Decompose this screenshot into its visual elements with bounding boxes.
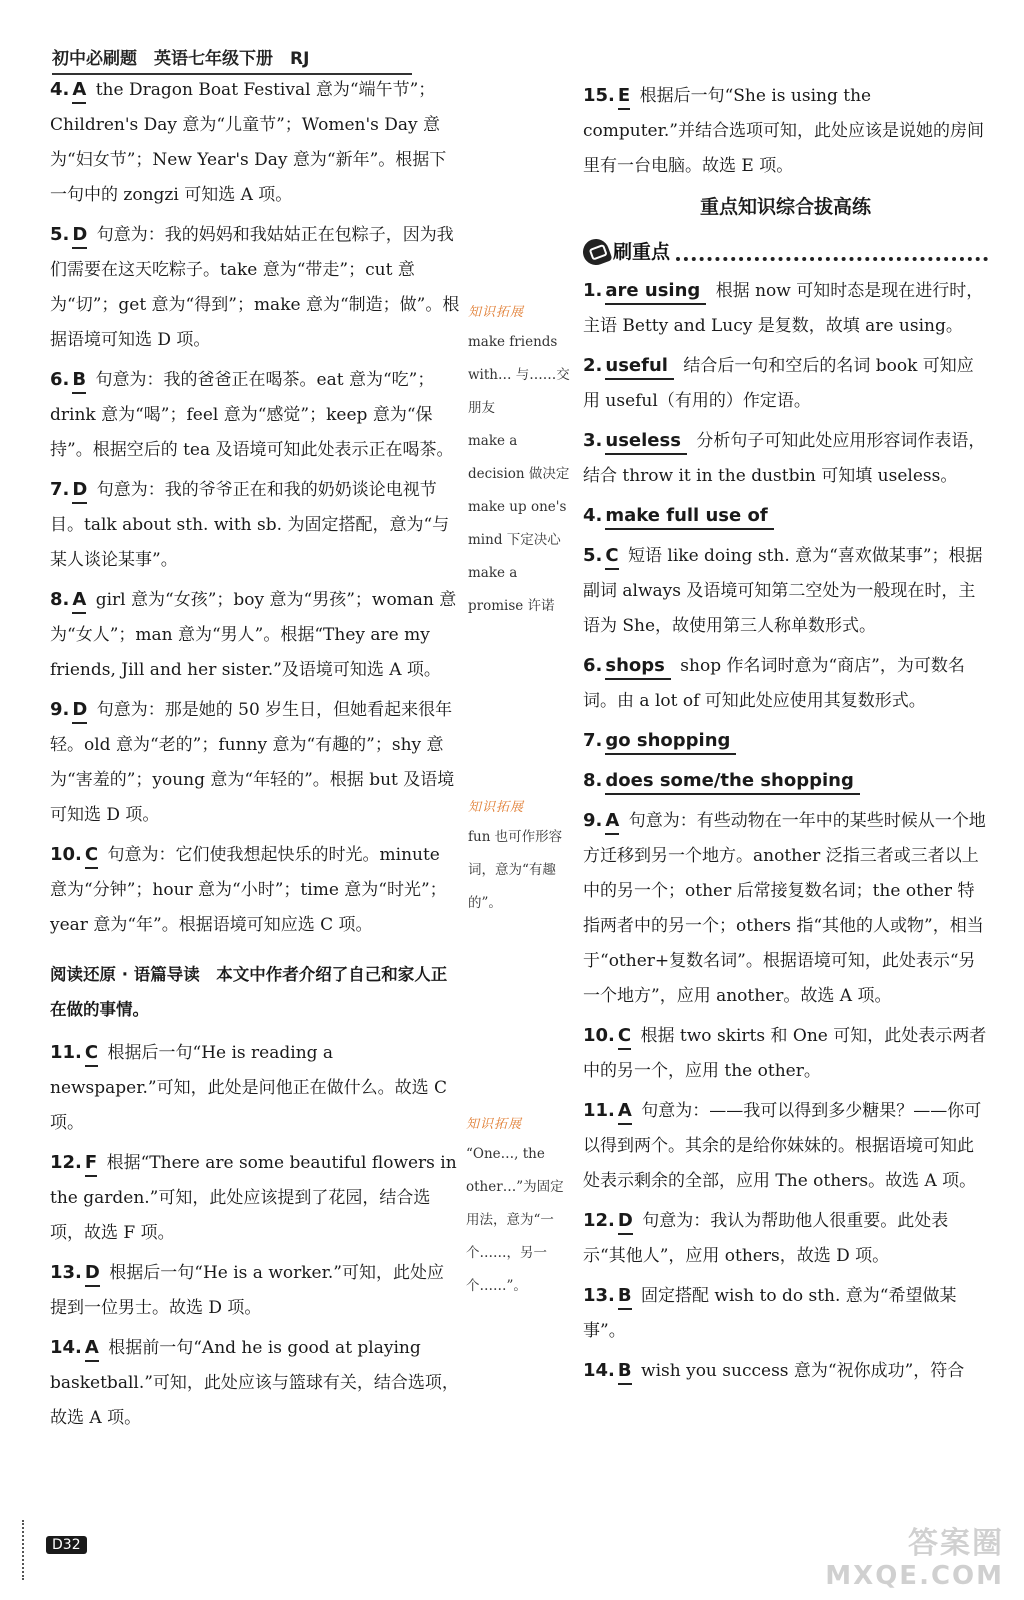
item-number: 9.: [583, 810, 603, 831]
item-explanation: 短语 like doing sth. 意为“喜欢做某事”；根据副词 always 及语境可知第二空处为一般现在时，主语为 She，故使用第三人称单数形式。: [583, 546, 983, 636]
knowledge-note-entry: “One…, the other…”为固定用法，意为“一个……，另一个……”。: [466, 1146, 564, 1294]
answer-item: [583, 1353, 988, 1389]
knowledge-note-list: [468, 821, 572, 920]
item-explanation: 结合后一句和空后的名词 book 可知应用 useful（有用的）作定语。: [583, 356, 974, 411]
item-number: 14.: [50, 1337, 82, 1358]
brush-icon: [579, 235, 612, 268]
knowledge-note-fun: [468, 795, 572, 920]
knowledge-note-list: [468, 326, 572, 623]
item-number: 6.: [583, 655, 603, 676]
answer-item: [50, 472, 460, 578]
answer-item: [583, 1203, 988, 1274]
item-answer: D: [618, 1209, 633, 1235]
item-answer: shops: [605, 654, 671, 680]
item-answer: B: [618, 1284, 632, 1310]
item-number: 1.: [583, 280, 603, 301]
item-answer: useful: [605, 354, 674, 380]
answer-item: [50, 362, 460, 468]
left-answer-list-2: [50, 1035, 460, 1436]
knowledge-note-entry: make a promise 许诺: [468, 565, 555, 614]
knowledge-tag: 知识拓展: [466, 1117, 523, 1132]
knowledge-note-list: [466, 1138, 574, 1303]
right-column: [583, 78, 988, 1393]
item-number: 12.: [583, 1210, 615, 1231]
item-explanation: 根据后一句“He is a worker.”可知，此处应提到一位男士。故选 D 项。: [50, 1263, 444, 1318]
answer-item: [583, 273, 988, 344]
item-answer: B: [72, 368, 86, 394]
item-number: 5.: [583, 545, 603, 566]
item-number: 4.: [50, 79, 70, 100]
answer-item: [50, 72, 460, 213]
item-answer: does some/the shopping: [605, 769, 859, 795]
item-answer: D: [85, 1261, 100, 1287]
item-number: 5.: [50, 224, 70, 245]
item-number: 14.: [583, 1360, 615, 1381]
corner-mark: [22, 1520, 44, 1580]
knowledge-note-entry: make friends with… 与……交朋友: [468, 334, 570, 416]
item-number: 7.: [583, 730, 603, 751]
item-answer: A: [605, 809, 619, 835]
answer-item: [50, 692, 460, 833]
answer-item: [583, 803, 988, 1014]
brush-label: 刷重点: [613, 240, 671, 263]
answer-item: [583, 423, 988, 494]
item-number: 2.: [583, 355, 603, 376]
knowledge-tag: 知识拓展: [468, 800, 525, 815]
item-number: 12.: [50, 1152, 82, 1173]
item-number: 10.: [583, 1025, 615, 1046]
item-explanation: 句意为：我的爷爷正在和我的奶奶谈论电视节目。talk about sth. with sb. 为固定搭配，意为“与某人谈论某事”。: [50, 480, 450, 570]
item-number: 8.: [50, 589, 70, 610]
answer-item: [583, 1278, 988, 1349]
item-explanation: 根据“There are some beautiful flowers in the garden.”可知，此处应该提到了花园，结合选项，故选 F 项。: [50, 1153, 457, 1243]
item-explanation: shop 作名词时意为“商店”，为可数名词。由 a lot of 可知此处应使用其复数形式。: [583, 656, 965, 711]
knowledge-note-entry: make a decision 做决定: [468, 433, 570, 482]
watermark-url: MXQE.COM: [825, 1561, 1004, 1591]
item-number: 3.: [583, 430, 603, 451]
brush-badge: [583, 235, 670, 270]
item-answer: B: [618, 1359, 632, 1385]
reading-guide-note: 阅读还原 · 语篇导读 本文中作者介绍了自己和家人正在做的事情。: [50, 965, 448, 1019]
item-explanation: 句意为：我的爸爸正在喝茶。eat 意为“吃”；drink 意为“喝”；feel 意为“感觉”；keep 意为“保持”。根据空后的 tea 及语境可知此处表示正在喝茶。: [50, 370, 454, 460]
item-answer: go shopping: [605, 729, 736, 755]
item-explanation: wish you success 意为“祝你成功”，符合: [641, 1361, 965, 1381]
item-explanation: 根据后一句“She is using the computer.”并结合选项可知，此处应该是说她的房间里有一台电脑。故选 E 项。: [583, 86, 984, 176]
section-title: 重点知识综合拔高练: [699, 196, 871, 218]
item-answer: C: [85, 1041, 98, 1067]
answer-item-15: [583, 78, 988, 184]
knowledge-tag: 知识拓展: [468, 305, 525, 320]
item-answer: are using: [605, 279, 706, 305]
item-number: 9.: [50, 699, 70, 720]
dotted-divider: [676, 243, 988, 261]
knowledge-note-entry: make up one's mind 下定决心: [468, 499, 567, 548]
item-answer: C: [85, 843, 98, 869]
knowledge-note-entry: fun 也可作形容词，意为“有趣的”。: [468, 829, 563, 911]
item-answer: F: [85, 1151, 97, 1177]
item-answer: D: [72, 223, 87, 249]
item-answer: A: [72, 588, 86, 614]
right-answer-list: [583, 273, 988, 1389]
item-number: 11.: [583, 1100, 615, 1121]
item-number: 6.: [50, 369, 70, 390]
item-explanation: 句意为：——我可以得到多少糖果？——你可以得到两个。其余的是给你妹妹的。根据语境可知此处表示剩余的全部，应用 The others。故选 A 项。: [583, 1101, 982, 1191]
left-column: [50, 72, 460, 1440]
item-explanation: the Dragon Boat Festival 意为“端午节”；Children's Day 意为“儿童节”；Women's Day 意为“妇女节”；New Year's Day 意为“新年”。根据下一句中的 zongzi 可知选 A 项。: [50, 80, 447, 205]
item-answer: A: [618, 1099, 632, 1125]
watermark-logo: [825, 1528, 1004, 1592]
item-answer: useless: [605, 429, 687, 455]
item-explanation: 句意为：有些动物在一年中的某些时候从一个地方迁移到另一个地方。another 泛指三者或三者以上中的另一个；other 后常接复数名词；the other 特指两者中的另一个；others 指“其他的人或物”，相当于“other+复数名词”。根据语境可知，此处表示“另一个地方”，应用 another。故选 A 项。: [583, 811, 986, 1006]
item-explanation: 句意为：那是她的 50 岁生日，但她看起来很年轻。old 意为“老的”；funny 意为“有趣的”；shy 意为“害羞的”；young 意为“年轻的”。根据 but 及语境可知选 D 项。: [50, 700, 455, 825]
answer-item: [50, 1145, 460, 1251]
answer-item: [583, 723, 988, 759]
answer-item: [583, 348, 988, 419]
answer-item: [50, 837, 460, 943]
answer-item: [583, 1018, 988, 1089]
knowledge-note-make: [468, 300, 572, 623]
left-answer-list: [50, 72, 460, 943]
item-explanation: 根据 two skirts 和 One 可知，此处表示两者中的另一个，应用 the other。: [583, 1026, 987, 1081]
item-explanation: 固定搭配 wish to do sth. 意为“希望做某事”。: [583, 1286, 957, 1341]
item-answer: A: [85, 1336, 99, 1362]
answer-item: [583, 538, 988, 644]
item-number: 13.: [50, 1262, 82, 1283]
item-answer: C: [605, 544, 618, 570]
answer-item: [583, 763, 988, 799]
item-answer: D: [72, 478, 87, 504]
item-explanation: 句意为：我认为帮助他人很重要。此处表示“其他人”，应用 others，故选 D 项。: [583, 1211, 949, 1266]
answer-item: [583, 648, 988, 719]
item-number: 10.: [50, 844, 82, 865]
page-number: D32: [46, 1536, 87, 1554]
item-explanation: 句意为：我的妈妈和我姑姑正在包粽子，因为我们需要在这天吃粽子。take 意为“带走”；cut 意为“切”；get 意为“得到”；make 意为“制造；做”。根据语境可知选 D 项。: [50, 225, 460, 350]
answer-item: [583, 1093, 988, 1199]
item-number: 15.: [583, 85, 615, 106]
answer-item: [50, 582, 460, 688]
answer-item: [50, 217, 460, 358]
item-number: 7.: [50, 479, 70, 500]
item-explanation: 根据后一句“He is reading a newspaper.”可知，此处是问他正在做什么。故选 C 项。: [50, 1043, 448, 1133]
answer-item: [583, 498, 988, 534]
watermark-text: 答案圈: [908, 1526, 1004, 1561]
answer-item: [50, 1330, 460, 1436]
item-explanation: 根据 now 可知时态是现在进行时，主语 Betty and Lucy 是复数，故填 are using。: [583, 281, 984, 336]
item-number: 13.: [583, 1285, 615, 1306]
answer-item: [50, 1255, 460, 1326]
item-number: 11.: [50, 1042, 82, 1063]
item-answer: A: [72, 78, 86, 104]
item-explanation: 根据前一句“And he is good at playing basketball.”可知，此处应该与篮球有关，结合选项，故选 A 项。: [50, 1338, 459, 1428]
item-explanation: 分析句子可知此处应用形容词作表语，结合 throw it in the dustbin 可知填 useless。: [583, 431, 986, 486]
item-number: 4.: [583, 505, 603, 526]
item-number: 8.: [583, 770, 603, 791]
page-header: 初中必刷题 英语七年级下册 RJ: [52, 44, 412, 75]
item-answer: make full use of: [605, 504, 773, 530]
item-explanation: girl 意为“女孩”；boy 意为“男孩”；woman 意为“女人”；man 意为“男人”。根据“They are my friends, Jill and her sister.”及语境可知选 A 项。: [50, 590, 457, 680]
item-answer: D: [72, 698, 87, 724]
knowledge-note-one-other: [466, 1112, 574, 1303]
brush-key-points-banner: [583, 235, 988, 269]
answer-item: [50, 1035, 460, 1141]
item-explanation: 句意为：它们使我想起快乐的时光。minute 意为“分钟”；hour 意为“小时”；time 意为“时光”；year 意为“年”。根据语境可知应选 C 项。: [50, 845, 447, 935]
item-answer: C: [618, 1024, 631, 1050]
item-answer: E: [618, 84, 630, 110]
